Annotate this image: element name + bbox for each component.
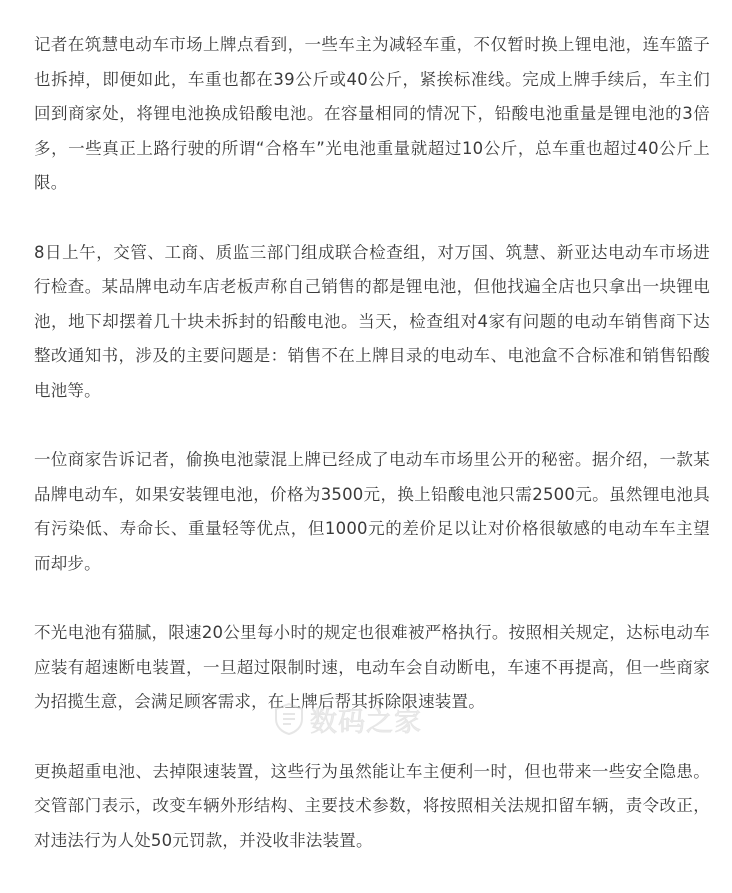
watermark-text: 数码之家 [310,706,422,738]
article-body [34,28,710,893]
article-paragraph-4: 不光电池有猫腻，限速20公里每小时的规定也很难被严格执行。按照相关规定，达标电动车应装有超速断电装置，一旦超过限制时速，电动车会自动断电，车速不再提高，但一些商家为招揽生意，会满足顾客需求，在上牌后帮其拆除限速装置。 [34,623,710,711]
article-paragraph-2: 8日上午，交管、工商、质监三部门组成联合检查组，对万国、筑慧、新亚达电动车市场进行检查。某品牌电动车店老板声称自己销售的都是锂电池，但他找遍全店也只拿出一块锂电池，地下却摆着几十块未拆封的铅酸电池。当天，检查组对4家有问题的电动车销售商下达整改通知书，涉及的主要问题是：销售不在上牌目录的电动车、电池盒不合标准和销售铅酸电池等。 [34,242,710,400]
article-paragraph-3: 一位商家告诉记者，偷换电池蒙混上牌已经成了电动车市场里公开的秘密。据介绍，一款某品牌电动车，如果安装锂电池，价格为3500元，换上铅酸电池只需2500元。虽然锂电池具有污染低、寿命长、重量轻等优点，但1000元的差价足以让对价格很敏感的电动车车主望而却步。 [34,450,710,573]
article-paragraph-1: 记者在筑慧电动车市场上牌点看到，一些车主为减轻车重，不仅暂时换上锂电池，连车篮子也拆掉，即便如此，车重也都在39公斤或40公斤，紧挨标准线。完成上牌手续后，车主们回到商家处，将锂电池换成铅酸电池。在容量相同的情况下，铅酸电池重量是锂电池的3倍多，一些真正上路行驶的所谓“合格车”光电池重量就超过10公斤，总车重也超过40公斤上限。 [34,35,710,192]
article-paragraph-5: 更换超重电池、去掉限速装置，这些行为虽然能让车主便利一时，但也带来一些安全隐患。交管部门表示，改变车辆外形结构、主要技术参数，将按照相关法规扣留车辆，责令改正，对违法行为人处50元罚款，并没收非法装置。 [34,761,710,850]
